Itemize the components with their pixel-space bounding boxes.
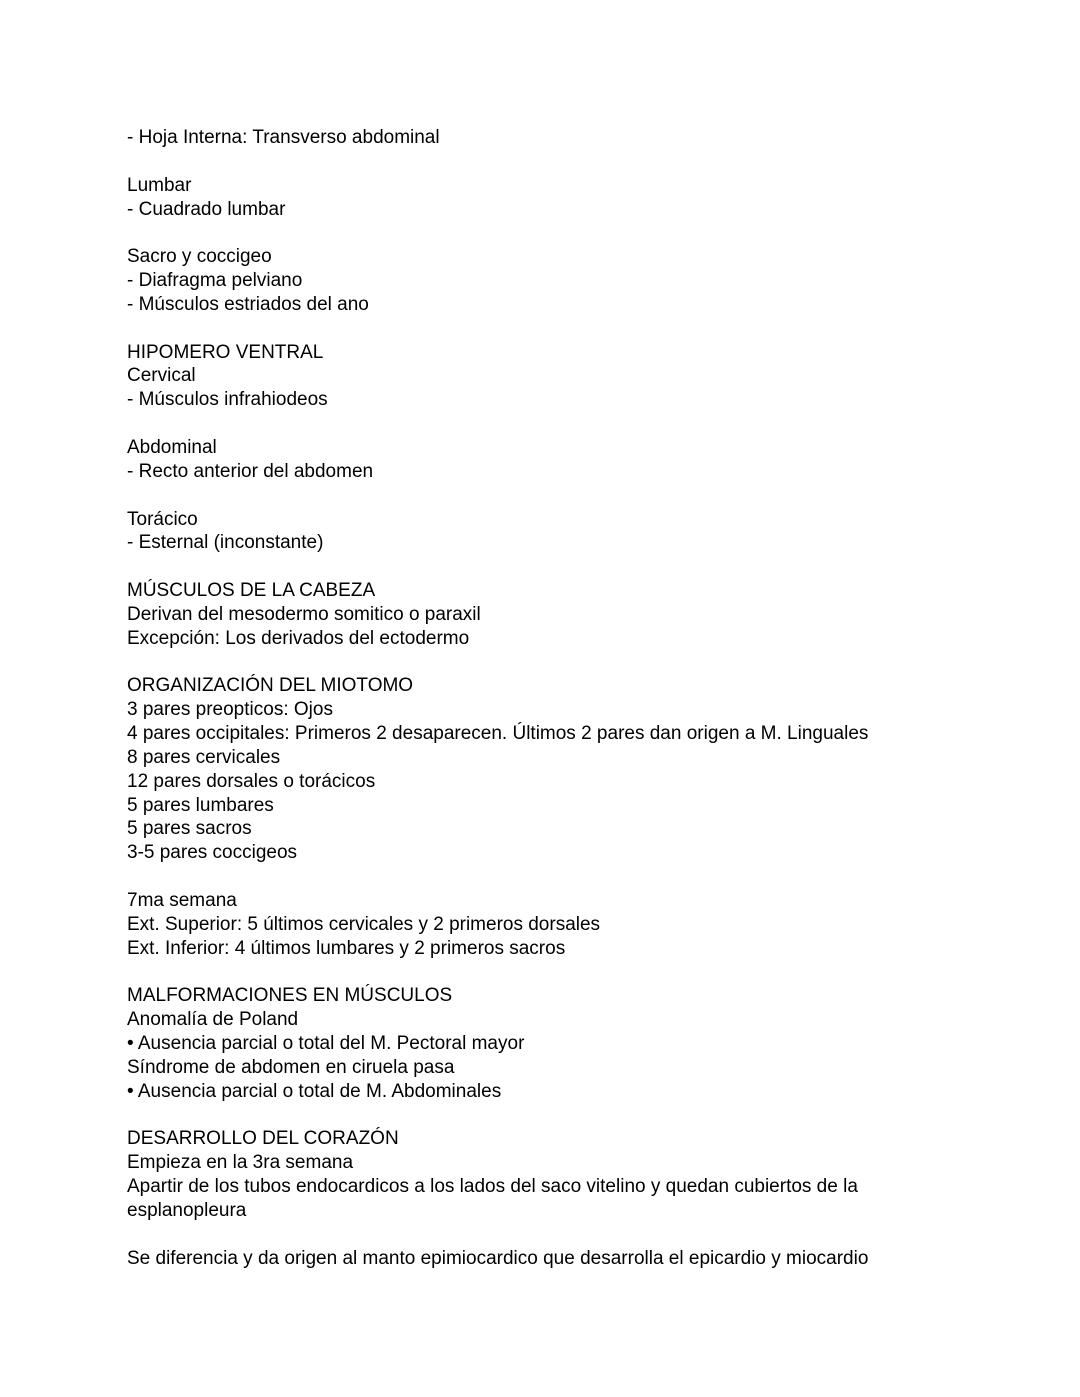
- text-line: Empieza en la 3ra semana: [127, 1152, 354, 1174]
- section-heading: DESARROLLO DEL CORAZÓN: [127, 1128, 399, 1150]
- bullet-line: • Ausencia parcial o total de M. Abdominales: [127, 1080, 502, 1102]
- text-line: Ext. Superior: 5 últimos cervicales y 2 primeros dorsales: [127, 913, 601, 935]
- text-line: - Hoja Interna: Transverso abdominal: [127, 127, 440, 148]
- text-line: 3-5 pares coccigeos: [127, 842, 298, 864]
- text-block: [127, 1247, 960, 1271]
- text-line: - Diafragma pelviano: [127, 270, 303, 292]
- text-line: 3 pares preopticos: Ojos: [127, 699, 333, 721]
- section-subheading: Sacro y coccigeo: [127, 246, 272, 268]
- text-line: - Cuadrado lumbar: [127, 198, 286, 220]
- text-block: [127, 126, 960, 150]
- section-heading: MÚSCULOS DE LA CABEZA: [127, 580, 376, 602]
- section-subheading: Lumbar: [127, 174, 192, 196]
- bullet-line: • Ausencia parcial o total del M. Pectoral mayor: [127, 1033, 525, 1055]
- text-line: Se diferencia y da origen al manto epimiocardico que desarrolla el epicardio y miocardio: [127, 1247, 869, 1269]
- text-block: [127, 436, 960, 484]
- text-block: [127, 341, 960, 413]
- section-heading: MALFORMACIONES EN MÚSCULOS: [127, 985, 453, 1007]
- section-subheading: 7ma semana: [127, 890, 237, 911]
- section-subheading: Torácico: [127, 508, 198, 530]
- text-line: 5 pares lumbares: [127, 794, 274, 816]
- section-subheading: Anomalía de Poland: [127, 1009, 299, 1031]
- text-line: 4 pares occipitales: Primeros 2 desaparecen. Últimos 2 pares dan origen a M. Linguales: [127, 723, 869, 745]
- text-block: [127, 245, 960, 317]
- text-line: - Músculos infrahiodeos: [127, 389, 328, 411]
- text-line: - Músculos estriados del ano: [127, 293, 369, 315]
- section-heading: ORGANIZACIÓN DEL MIOTOMO: [127, 675, 414, 697]
- section-subheading: Síndrome de abdomen en ciruela pasa: [127, 1056, 455, 1078]
- section-subheading: Cervical: [127, 365, 196, 387]
- text-line: - Esternal (inconstante): [127, 532, 324, 554]
- text-block: [127, 1127, 960, 1222]
- text-line: Excepción: Los derivados del ectodermo: [127, 627, 470, 649]
- text-line: Derivan del mesodermo somitico o paraxil: [127, 603, 481, 625]
- text-line: 12 pares dorsales o torácicos: [127, 770, 376, 792]
- text-block: [127, 889, 960, 961]
- text-block: [127, 579, 960, 651]
- text-line: - Recto anterior del abdomen: [127, 460, 374, 482]
- text-line: Ext. Inferior: 4 últimos lumbares y 2 primeros sacros: [127, 937, 566, 959]
- text-block: [127, 174, 960, 222]
- text-line: 5 pares sacros: [127, 818, 252, 840]
- text-block: [127, 508, 960, 556]
- text-block: [127, 674, 960, 865]
- text-block: [127, 984, 960, 1103]
- section-heading: HIPOMERO VENTRAL: [127, 341, 324, 363]
- section-subheading: Abdominal: [127, 436, 217, 458]
- text-line: 8 pares cervicales: [127, 746, 281, 768]
- text-paragraph: Apartir de los tubos endocardicos a los lados del saco vitelino y quedan cubiertos de la esplanopleura: [127, 1176, 858, 1221]
